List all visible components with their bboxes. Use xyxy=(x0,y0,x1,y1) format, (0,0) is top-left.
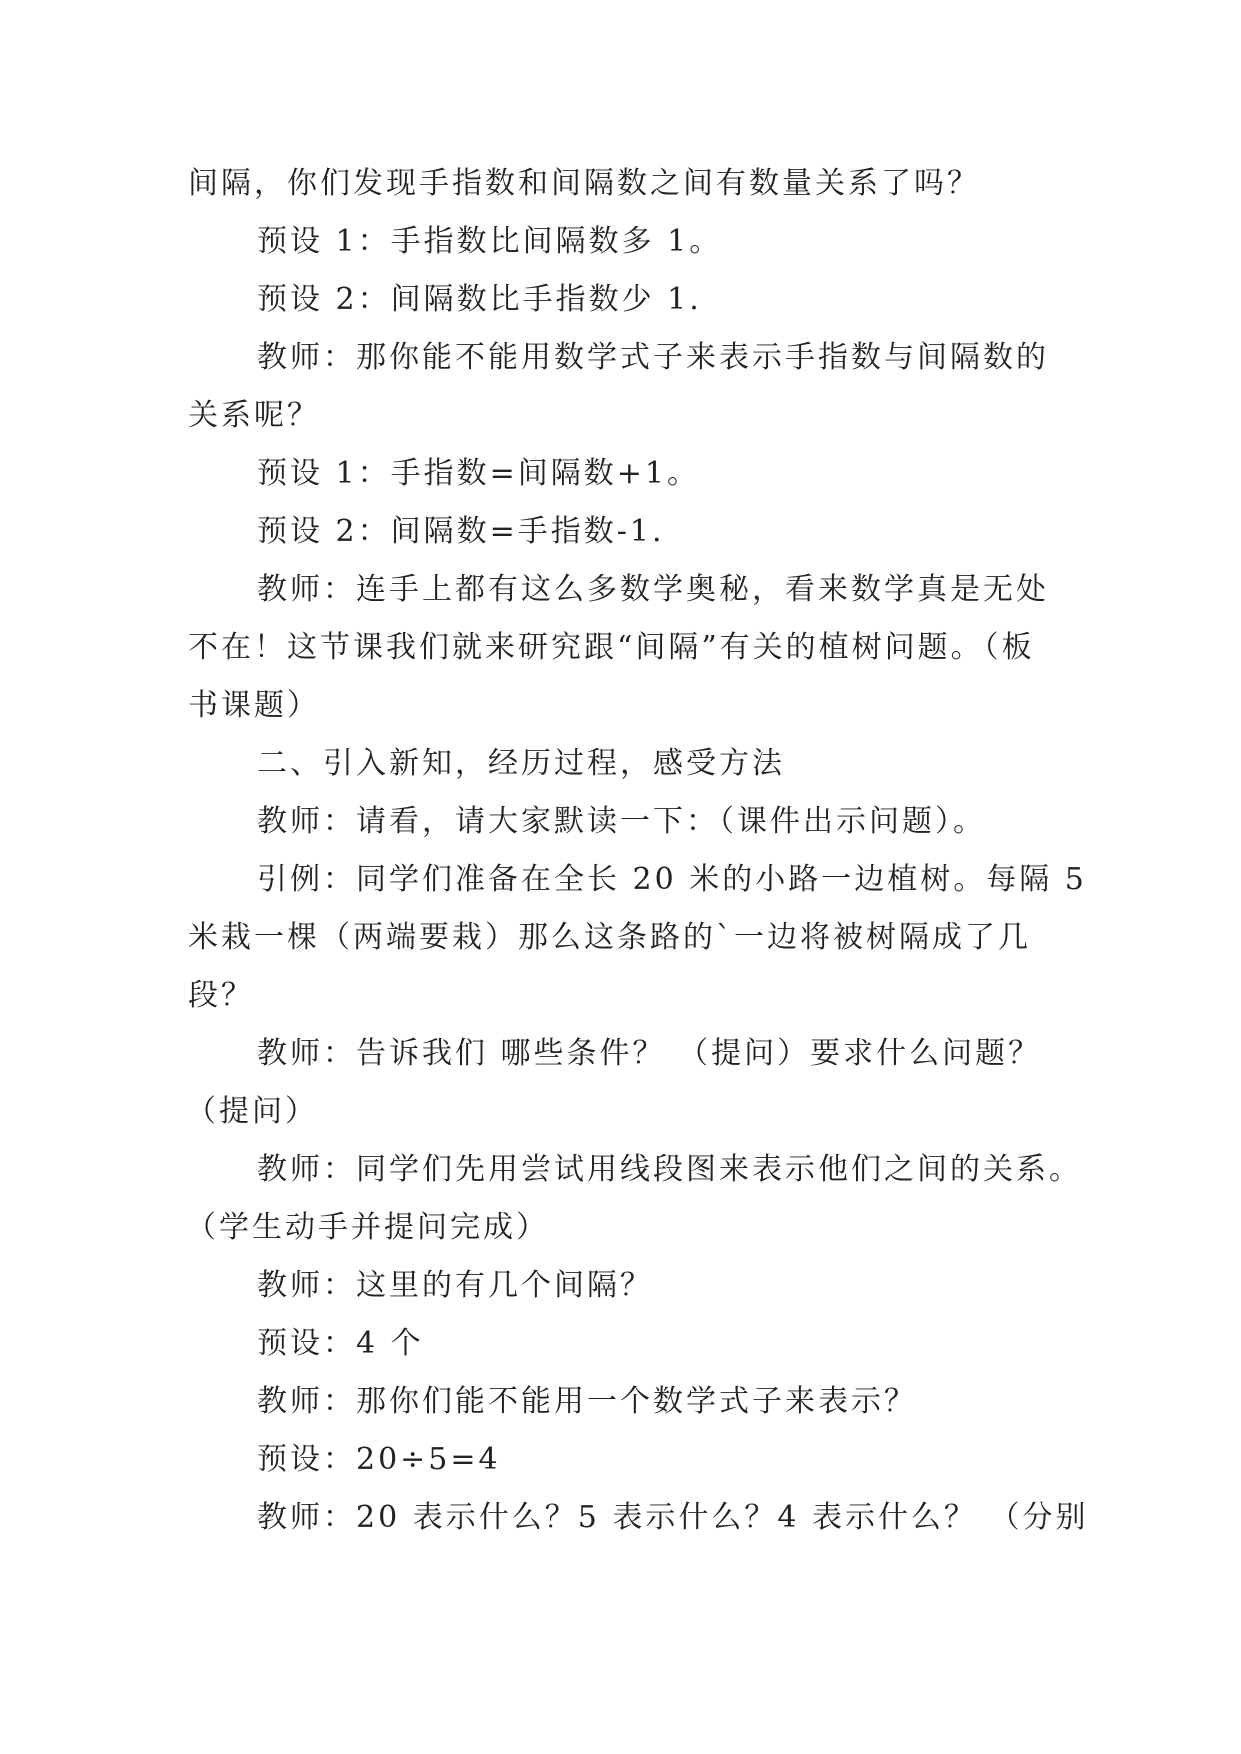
section-heading: 二、引入新知，经历过程，感受方法 xyxy=(257,746,785,781)
text-line-20: 教师：这里的有几个间隔？ xyxy=(257,1268,653,1303)
text-line-10: 书课题） xyxy=(188,688,320,723)
text-line-13: 引例：同学们准备在全长 20 米的小路一边植树。每隔 5 xyxy=(257,862,1087,897)
text-line-22: 教师：那你们能不能用一个数学式子来表示？ xyxy=(257,1384,917,1419)
text-line-17: （提问） xyxy=(186,1094,318,1129)
text-line-19: （学生动手并提问完成） xyxy=(186,1210,549,1245)
text-line-24: 教师：20 表示什么？5 表示什么？4 表示什么？ （分别 xyxy=(257,1500,1089,1535)
text-line-14: 米栽一棵（两端要栽）那么这条路的`一边将被树隔成了几 xyxy=(188,920,1031,955)
text-line-8: 教师：连手上都有这么多数学奥秘，看来数学真是无处 xyxy=(257,572,1049,607)
text-line-15: 段？ xyxy=(188,978,254,1013)
text-line-4: 教师：那你能不能用数学式子来表示手指数与间隔数的 xyxy=(257,340,1049,375)
text-line-7: 预设 2：间隔数=手指数-1. xyxy=(257,514,665,549)
text-line-3: 预设 2：间隔数比手指数少 1. xyxy=(257,282,702,317)
text-line-6: 预设 1：手指数=间隔数+1。 xyxy=(257,456,700,491)
text-line-12: 教师：请看，请大家默读一下：（课件出示问题）。 xyxy=(257,804,986,839)
text-line-9: 不在！这节课我们就来研究跟“间隔”有关的植树问题。（板 xyxy=(188,630,1035,665)
text-line-21: 预设：4 个 xyxy=(257,1326,424,1361)
text-line-1: 间隔，你们发现手指数和间隔数之间有数量关系了吗？ xyxy=(188,166,980,201)
text-line-18: 教师：同学们先用尝试用线段图来表示他们之间的关系。 xyxy=(257,1152,1082,1187)
text-line-5: 关系呢？ xyxy=(188,398,320,433)
text-line-16: 教师：告诉我们 哪些条件？ （提问）要求什么问题？ xyxy=(257,1036,1042,1071)
text-line-23: 预设：20÷5=4 xyxy=(257,1442,501,1477)
text-line-2: 预设 1：手指数比间隔数多 1。 xyxy=(257,224,723,259)
